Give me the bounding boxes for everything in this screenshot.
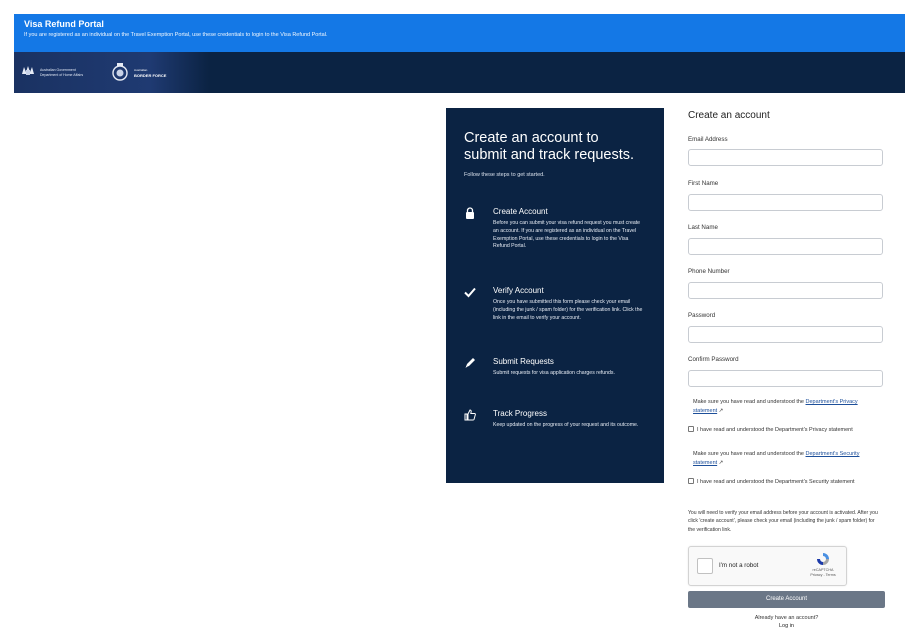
external-link-icon: ↗ bbox=[717, 459, 724, 466]
confirm-password-field[interactable] bbox=[688, 370, 883, 387]
nav-bar bbox=[14, 52, 905, 93]
info-lead: Follow these steps to get started. bbox=[464, 172, 545, 178]
password-field[interactable] bbox=[688, 326, 883, 343]
confirm-password-label: Confirm Password bbox=[688, 356, 739, 363]
email-field[interactable] bbox=[688, 149, 883, 166]
verify-note: You will need to verify your email address before your account is activated. After you click 'create account', please check your email (including the junk / spam folder) for the verification link. bbox=[688, 510, 878, 533]
portal-title: Visa Refund Portal bbox=[24, 19, 104, 29]
security-checkbox-row[interactable]: I have read and understood the Department's Security statement bbox=[688, 478, 883, 487]
check-icon bbox=[464, 286, 476, 298]
coat-of-arms-icon bbox=[20, 64, 36, 78]
security-statement-link[interactable]: Department's Security statement bbox=[693, 451, 860, 466]
phone-field[interactable] bbox=[688, 282, 883, 299]
last-name-label: Last Name bbox=[688, 224, 718, 231]
phone-label: Phone Number bbox=[688, 268, 730, 275]
privacy-checkbox-row[interactable]: I have read and understood the Department's Privacy statement bbox=[688, 426, 883, 435]
email-label: Email Address bbox=[688, 136, 728, 143]
recaptcha-label: I'm not a robot bbox=[719, 562, 759, 569]
portal-subtitle: If you are registered as an individual on the Travel Exemption Portal, use these credentials to login to the Visa Refund Portal. bbox=[24, 32, 328, 38]
first-name-label: First Name bbox=[688, 180, 719, 187]
border-force-wordmark: Australian BORDER FORCE bbox=[134, 68, 167, 78]
form-title: Create an account bbox=[688, 110, 770, 121]
gov-wordmark: Australian Government Department of Home Affairs bbox=[40, 68, 84, 77]
info-heading: Create an account to submit and track requests. bbox=[464, 130, 635, 163]
first-name-field[interactable] bbox=[688, 194, 883, 211]
privacy-statement-link[interactable]: Department's Privacy statement bbox=[693, 399, 858, 414]
password-label: Password bbox=[688, 312, 716, 319]
privacy-note: Make sure you have read and understood the Department's Privacy statement ↗ bbox=[693, 399, 858, 414]
create-account-button[interactable]: Create Account bbox=[688, 591, 885, 608]
portal-header bbox=[14, 14, 905, 52]
recaptcha-checkbox[interactable] bbox=[697, 558, 713, 574]
recaptcha-branding: reCAPTCHA Privacy - Terms bbox=[803, 552, 843, 578]
recaptcha-logo-icon bbox=[816, 552, 830, 566]
recaptcha-widget bbox=[688, 546, 847, 586]
privacy-checkbox[interactable] bbox=[688, 426, 694, 432]
thumbs-up-icon bbox=[464, 409, 476, 421]
last-name-field[interactable] bbox=[688, 238, 883, 255]
lock-icon bbox=[464, 207, 476, 219]
security-checkbox[interactable] bbox=[688, 478, 694, 484]
logo-panel bbox=[14, 52, 209, 93]
login-link[interactable]: Log in bbox=[779, 623, 794, 629]
border-force-badge-icon bbox=[112, 62, 128, 82]
security-note: Make sure you have read and understood the Department's Security statement ↗ bbox=[693, 451, 860, 466]
already-have-account-text: Already have an account? bbox=[754, 615, 819, 621]
external-link-icon: ↗ bbox=[717, 407, 724, 414]
pencil-icon bbox=[464, 357, 476, 369]
info-panel: Create an account to submit and track requests. Follow these steps to get started. Create Account Before you can submit your visa refund request you must create an account. If you are registered as an individual on the Travel Exemption Portal, use these credentials to login to the Visa Refund Portal. Verify Account Once you have submitted this form please check your email (including the junk / spam folder) for the verification link. Click the link in the email to verify your account. Submit Requests Submit requests for visa application charges refunds. Track Progress Keep updated on the progress of your request and its outcome. bbox=[446, 108, 664, 483]
create-account-form bbox=[688, 108, 888, 629]
